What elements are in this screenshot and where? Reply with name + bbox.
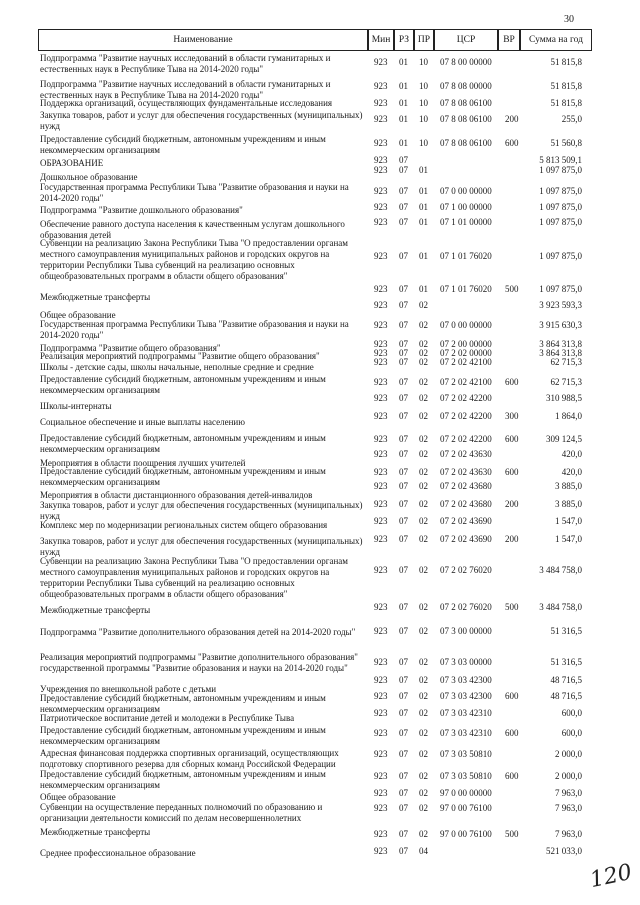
row-csr: 07 2 00 00000 [440, 339, 492, 349]
handwritten-page-stamp: 120 [587, 859, 635, 894]
row-min: 923 [374, 803, 388, 813]
header-csr: ЦСР [434, 29, 498, 51]
row-vr: 500 [505, 284, 519, 294]
row-min: 923 [374, 708, 388, 718]
row-sum: 51 815,8 [550, 57, 582, 67]
row-vr: 200 [505, 114, 519, 124]
row-min: 923 [374, 516, 388, 526]
row-name: Социальное обеспечение и иные выплаты населению [40, 417, 245, 427]
row-name: Субвенции на реализацию Закона Республики Тыва "О предоставлении органам местного самоуправления муниципальных районов и городских округов на территории Республики Тыва субвенций на реализацию основных общеобразовательных программ в области общего образования" [40, 556, 348, 599]
row-sum: 3 864 313,8 [539, 339, 582, 349]
header-name: Наименование [38, 29, 368, 51]
row-csr: 07 2 02 76020 [440, 565, 492, 575]
row-min: 923 [374, 481, 388, 491]
row-min: 923 [374, 565, 388, 575]
row-sum: 51 815,8 [550, 98, 582, 108]
row-name: Поддержка организаций, осуществляющих фундаментальные исследования [40, 98, 333, 108]
row-name: Обеспечение равного доступа населения к качественным услугам дошкольного образования детей [40, 219, 345, 240]
row-name: Учреждения по внешкольной работе с детьми [40, 684, 217, 694]
row-rz: 07 [399, 217, 408, 227]
row-name: Государственная программа Республики Тыва "Развитие образования и науки на 2014-2020 годы" [40, 182, 349, 203]
row-csr: 07 2 02 42100 [440, 357, 492, 367]
row-name: Субвенции на осуществление переданных полномочий по образованию и организации деятельности комиссий по делам несовершеннолетних [40, 802, 323, 823]
row-rz: 07 [399, 251, 408, 261]
row-min: 923 [374, 217, 388, 227]
row-min: 923 [374, 138, 388, 148]
row-csr: 97 0 00 76100 [440, 829, 492, 839]
row-rz: 07 [399, 675, 408, 685]
row-rz: 07 [399, 749, 408, 759]
row-sum: 2 000,0 [555, 771, 582, 781]
row-rz: 07 [399, 626, 408, 636]
row-sum: 3 885,0 [555, 481, 582, 491]
row-rz: 07 [399, 202, 408, 212]
row-min: 923 [374, 788, 388, 798]
row-min: 923 [374, 348, 388, 358]
row-min: 923 [374, 300, 388, 310]
row-csr: 07 1 01 76020 [440, 284, 492, 294]
row-csr: 07 3 03 42310 [440, 728, 492, 738]
row-min: 923 [374, 114, 388, 124]
row-rz: 07 [399, 728, 408, 738]
row-min: 923 [374, 98, 388, 108]
row-sum: 62 715,3 [550, 377, 582, 387]
row-name: Предоставление субсидий бюджетным, автономным учреждениям и иным некоммерческим организациям [40, 769, 326, 790]
row-name: Реализация мероприятий подпрограммы "Развитие дополнительного образования" государственной программы "Развитие образования и науки на 2014-2020 годы" [40, 652, 358, 673]
row-csr: 07 8 00 00000 [440, 57, 492, 67]
header-min: Мин [368, 29, 394, 51]
row-min: 923 [374, 829, 388, 839]
row-sum: 1 097 875,0 [539, 217, 582, 227]
row-pr: 02 [419, 434, 428, 444]
row-csr: 07 1 01 00000 [440, 217, 492, 227]
row-rz: 07 [399, 602, 408, 612]
row-name: Предоставление субсидий бюджетным, автономным учреждениям и иным некоммерческим организациям [40, 433, 326, 454]
row-name: Подпрограмма "Развитие общего образования" [40, 343, 221, 353]
row-rz: 07 [399, 708, 408, 718]
row-rz: 01 [399, 57, 408, 67]
row-pr: 10 [419, 114, 428, 124]
row-min: 923 [374, 165, 388, 175]
row-pr: 01 [419, 202, 428, 212]
row-rz: 07 [399, 565, 408, 575]
row-pr: 04 [419, 846, 428, 856]
row-min: 923 [374, 499, 388, 509]
row-name: Мероприятия в области дистанционного образования детей-инвалидов [40, 490, 313, 500]
row-name: Школы-интернаты [40, 401, 112, 411]
row-name: Мероприятия в области поощрения лучших учителей [40, 458, 246, 468]
row-pr: 02 [419, 803, 428, 813]
row-csr: 07 3 00 00000 [440, 626, 492, 636]
row-min: 923 [374, 202, 388, 212]
row-pr: 02 [419, 348, 428, 358]
row-rz: 07 [399, 393, 408, 403]
row-pr: 02 [419, 691, 428, 701]
row-pr: 02 [419, 788, 428, 798]
row-min: 923 [374, 449, 388, 459]
row-sum: 48 716,5 [550, 691, 582, 701]
row-name: Предоставление субсидий бюджетным, автономным учреждениям и иным некоммерческим организациям [40, 725, 326, 746]
row-pr: 02 [419, 602, 428, 612]
row-pr: 01 [419, 186, 428, 196]
row-vr: 600 [505, 728, 519, 738]
row-name: Школы - детские сады, школы начальные, неполные средние и средние [40, 362, 314, 372]
header-vr: ВР [498, 29, 520, 51]
row-pr: 02 [419, 377, 428, 387]
row-rz: 07 [399, 357, 408, 367]
row-name: Общее образование [40, 310, 116, 320]
row-rz: 07 [399, 481, 408, 491]
header-pr: ПР [414, 29, 434, 51]
row-min: 923 [374, 846, 388, 856]
row-name: Межбюджетные трансферты [40, 292, 151, 302]
row-name: Предоставление субсидий бюджетным, автономным учреждениям и иным некоммерческим организациям [40, 693, 326, 714]
row-sum: 521 033,0 [546, 846, 582, 856]
row-rz: 07 [399, 155, 408, 165]
row-csr: 07 2 02 42200 [440, 411, 492, 421]
row-min: 923 [374, 626, 388, 636]
row-csr: 07 2 02 00000 [440, 348, 492, 358]
row-min: 923 [374, 675, 388, 685]
row-min: 923 [374, 357, 388, 367]
row-sum: 3 915 630,3 [539, 320, 582, 330]
row-pr: 02 [419, 565, 428, 575]
row-pr: 02 [419, 339, 428, 349]
row-pr: 02 [419, 675, 428, 685]
row-min: 923 [374, 393, 388, 403]
row-vr: 600 [505, 377, 519, 387]
row-name: Государственная программа Республики Тыва "Развитие образования и науки на 2014-2020 годы" [40, 319, 349, 340]
page-number: 30 [564, 14, 574, 25]
row-sum: 3 885,0 [555, 499, 582, 509]
row-vr: 500 [505, 602, 519, 612]
row-rz: 07 [399, 411, 408, 421]
row-rz: 07 [399, 186, 408, 196]
row-pr: 02 [419, 728, 428, 738]
row-csr: 07 8 08 06100 [440, 138, 492, 148]
row-rz: 07 [399, 534, 408, 544]
row-name: Закупка товаров, работ и услуг для обеспечения государственных (муниципальных) нужд [40, 110, 363, 131]
row-min: 923 [374, 284, 388, 294]
row-pr: 02 [419, 534, 428, 544]
row-csr: 07 2 02 42100 [440, 377, 492, 387]
row-pr: 02 [419, 481, 428, 491]
row-rz: 07 [399, 284, 408, 294]
row-sum: 3 484 758,0 [539, 565, 582, 575]
row-csr: 07 0 00 00000 [440, 320, 492, 330]
row-min: 923 [374, 251, 388, 261]
row-pr: 02 [419, 708, 428, 718]
row-pr: 10 [419, 98, 428, 108]
row-name: Дошкольное образование [40, 172, 138, 182]
row-sum: 1 097 875,0 [539, 186, 582, 196]
row-sum: 420,0 [561, 449, 582, 459]
row-pr: 02 [419, 357, 428, 367]
row-csr: 07 3 03 42300 [440, 691, 492, 701]
row-rz: 07 [399, 771, 408, 781]
row-pr: 02 [419, 411, 428, 421]
row-name: Адресная финансовая поддержка спортивных организаций, осуществляющих подготовку спортивного резерва для сборных команд Российской Федерации [40, 748, 339, 769]
row-sum: 1 097 875,0 [539, 165, 582, 175]
row-min: 923 [374, 339, 388, 349]
row-sum: 3 923 593,3 [539, 300, 582, 310]
row-csr: 07 2 02 43690 [440, 516, 492, 526]
row-min: 923 [374, 534, 388, 544]
row-csr: 07 8 08 06100 [440, 114, 492, 124]
row-csr: 97 0 00 00000 [440, 788, 492, 798]
row-rz: 07 [399, 803, 408, 813]
row-csr: 07 8 08 00000 [440, 81, 492, 91]
row-min: 923 [374, 186, 388, 196]
row-pr: 01 [419, 165, 428, 175]
row-pr: 02 [419, 467, 428, 477]
row-rz: 07 [399, 516, 408, 526]
row-csr: 07 3 03 42300 [440, 675, 492, 685]
row-pr: 02 [419, 393, 428, 403]
row-csr: 07 2 02 43630 [440, 449, 492, 459]
row-pr: 10 [419, 138, 428, 148]
row-pr: 10 [419, 57, 428, 67]
row-sum: 1 864,0 [555, 411, 582, 421]
row-sum: 1 547,0 [555, 516, 582, 526]
row-min: 923 [374, 155, 388, 165]
row-rz: 07 [399, 320, 408, 330]
row-pr: 02 [419, 516, 428, 526]
row-min: 923 [374, 691, 388, 701]
row-min: 923 [374, 771, 388, 781]
row-rz: 01 [399, 81, 408, 91]
row-rz: 07 [399, 165, 408, 175]
row-rz: 07 [399, 499, 408, 509]
row-csr: 07 2 02 43690 [440, 534, 492, 544]
row-min: 923 [374, 434, 388, 444]
row-sum: 1 097 875,0 [539, 202, 582, 212]
row-name: Закупка товаров, работ и услуг для обеспечения государственных (муниципальных) нужд [40, 536, 363, 557]
row-csr: 07 0 00 00000 [440, 186, 492, 196]
row-rz: 07 [399, 348, 408, 358]
row-pr: 02 [419, 449, 428, 459]
row-vr: 600 [505, 138, 519, 148]
row-name: Подпрограмма "Развитие научных исследований в области гуманитарных и естественных наук в Республике Тыва на 2014-2020 годы" [40, 79, 331, 100]
row-name: Межбюджетные трансферты [40, 827, 151, 837]
row-sum: 600,0 [561, 708, 582, 718]
row-csr: 07 2 02 42200 [440, 393, 492, 403]
row-pr: 02 [419, 499, 428, 509]
row-sum: 7 963,0 [555, 788, 582, 798]
row-vr: 600 [505, 434, 519, 444]
row-min: 923 [374, 657, 388, 667]
row-rz: 01 [399, 114, 408, 124]
row-rz: 07 [399, 657, 408, 667]
row-name: Комплекс мер по модернизации региональных систем общего образования [40, 520, 328, 530]
row-vr: 300 [505, 411, 519, 421]
row-sum: 51 316,5 [550, 657, 582, 667]
row-pr: 02 [419, 829, 428, 839]
row-rz: 07 [399, 300, 408, 310]
row-sum: 51 560,8 [550, 138, 582, 148]
row-pr: 02 [419, 657, 428, 667]
row-name: Предоставление субсидий бюджетным, автономным учреждениям и иным некоммерческим организациям [40, 134, 326, 155]
row-rz: 07 [399, 449, 408, 459]
row-min: 923 [374, 57, 388, 67]
row-rz: 07 [399, 377, 408, 387]
row-sum: 5 813 509,1 [539, 155, 582, 165]
row-pr: 01 [419, 251, 428, 261]
row-csr: 07 2 02 43630 [440, 467, 492, 477]
row-pr: 01 [419, 217, 428, 227]
row-rz: 07 [399, 691, 408, 701]
row-name: Подпрограмма "Развитие дошкольного образования" [40, 205, 243, 215]
row-csr: 07 2 02 42200 [440, 434, 492, 444]
row-sum: 51 815,8 [550, 81, 582, 91]
row-sum: 255,0 [561, 114, 582, 124]
row-rz: 07 [399, 846, 408, 856]
row-rz: 01 [399, 98, 408, 108]
row-csr: 07 3 03 42310 [440, 708, 492, 718]
row-name: Предоставление субсидий бюджетным, автономным учреждениям и иным некоммерческим организациям [40, 374, 326, 395]
row-name: Субвенции на реализацию Закона Республики Тыва "О предоставлении органам местного самоуправления муниципальных районов и городских округов на территории Республики Тыва субвенций на реализацию основных общеобразовательных программ в области общего образования" [40, 238, 348, 281]
row-name: Патриотическое воспитание детей и молодежи в Республике Тыва [40, 713, 295, 723]
row-name: Подпрограмма "Развитие научных исследований в области гуманитарных и естественных наук в Республике Тыва на 2014-2020 годы" [40, 53, 331, 74]
row-name: Реализация мероприятий подпрограммы "Развитие общего образования" [40, 351, 320, 361]
row-rz: 07 [399, 788, 408, 798]
row-min: 923 [374, 467, 388, 477]
row-rz: 07 [399, 339, 408, 349]
row-csr: 07 2 02 43680 [440, 481, 492, 491]
row-pr: 10 [419, 81, 428, 91]
row-name: Закупка товаров, работ и услуг для обеспечения государственных (муниципальных) нужд [40, 500, 363, 521]
row-vr: 600 [505, 771, 519, 781]
row-pr: 01 [419, 284, 428, 294]
row-csr: 07 2 02 43680 [440, 499, 492, 509]
row-min: 923 [374, 320, 388, 330]
row-sum: 1 547,0 [555, 534, 582, 544]
row-csr: 07 3 03 50810 [440, 771, 492, 781]
row-min: 923 [374, 411, 388, 421]
row-name: Подпрограмма "Развитие дополнительного образования детей на 2014-2020 годы" [40, 627, 356, 637]
row-name: Предоставление субсидий бюджетным, автономным учреждениям и иным некоммерческим организациям [40, 466, 326, 487]
row-rz: 07 [399, 467, 408, 477]
row-name: Общее образование [40, 792, 116, 802]
row-pr: 02 [419, 771, 428, 781]
row-sum: 310 988,5 [546, 393, 582, 403]
row-name: Среднее профессиональное образование [40, 848, 196, 858]
row-csr: 07 1 00 00000 [440, 202, 492, 212]
row-min: 923 [374, 602, 388, 612]
row-min: 923 [374, 728, 388, 738]
row-vr: 500 [505, 829, 519, 839]
row-csr: 97 0 00 76100 [440, 803, 492, 813]
row-sum: 309 124,5 [546, 434, 582, 444]
row-sum: 62 715,3 [550, 357, 582, 367]
row-csr: 07 8 08 06100 [440, 98, 492, 108]
row-rz: 07 [399, 829, 408, 839]
row-sum: 48 716,5 [550, 675, 582, 685]
header-rz: РЗ [394, 29, 414, 51]
row-pr: 02 [419, 749, 428, 759]
row-sum: 1 097 875,0 [539, 251, 582, 261]
row-sum: 3 864 313,8 [539, 348, 582, 358]
row-pr: 02 [419, 320, 428, 330]
row-csr: 07 3 03 50810 [440, 749, 492, 759]
row-rz: 07 [399, 434, 408, 444]
row-min: 923 [374, 377, 388, 387]
row-pr: 02 [419, 626, 428, 636]
row-csr: 07 1 01 76020 [440, 251, 492, 261]
row-sum: 2 000,0 [555, 749, 582, 759]
row-name: ОБРАЗОВАНИЕ [40, 158, 104, 168]
row-sum: 1 097 875,0 [539, 284, 582, 294]
row-pr: 02 [419, 300, 428, 310]
row-sum: 7 963,0 [555, 803, 582, 813]
header-sum: Сумма на год [520, 29, 592, 51]
row-sum: 51 316,5 [550, 626, 582, 636]
row-min: 923 [374, 81, 388, 91]
row-vr: 200 [505, 499, 519, 509]
row-sum: 420,0 [561, 467, 582, 477]
row-csr: 07 2 02 76020 [440, 602, 492, 612]
row-name: Межбюджетные трансферты [40, 605, 151, 615]
row-sum: 7 963,0 [555, 829, 582, 839]
row-vr: 600 [505, 691, 519, 701]
row-min: 923 [374, 749, 388, 759]
row-sum: 600,0 [561, 728, 582, 738]
row-sum: 3 484 758,0 [539, 602, 582, 612]
row-csr: 07 3 03 00000 [440, 657, 492, 667]
row-vr: 600 [505, 467, 519, 477]
row-vr: 200 [505, 534, 519, 544]
row-rz: 01 [399, 138, 408, 148]
